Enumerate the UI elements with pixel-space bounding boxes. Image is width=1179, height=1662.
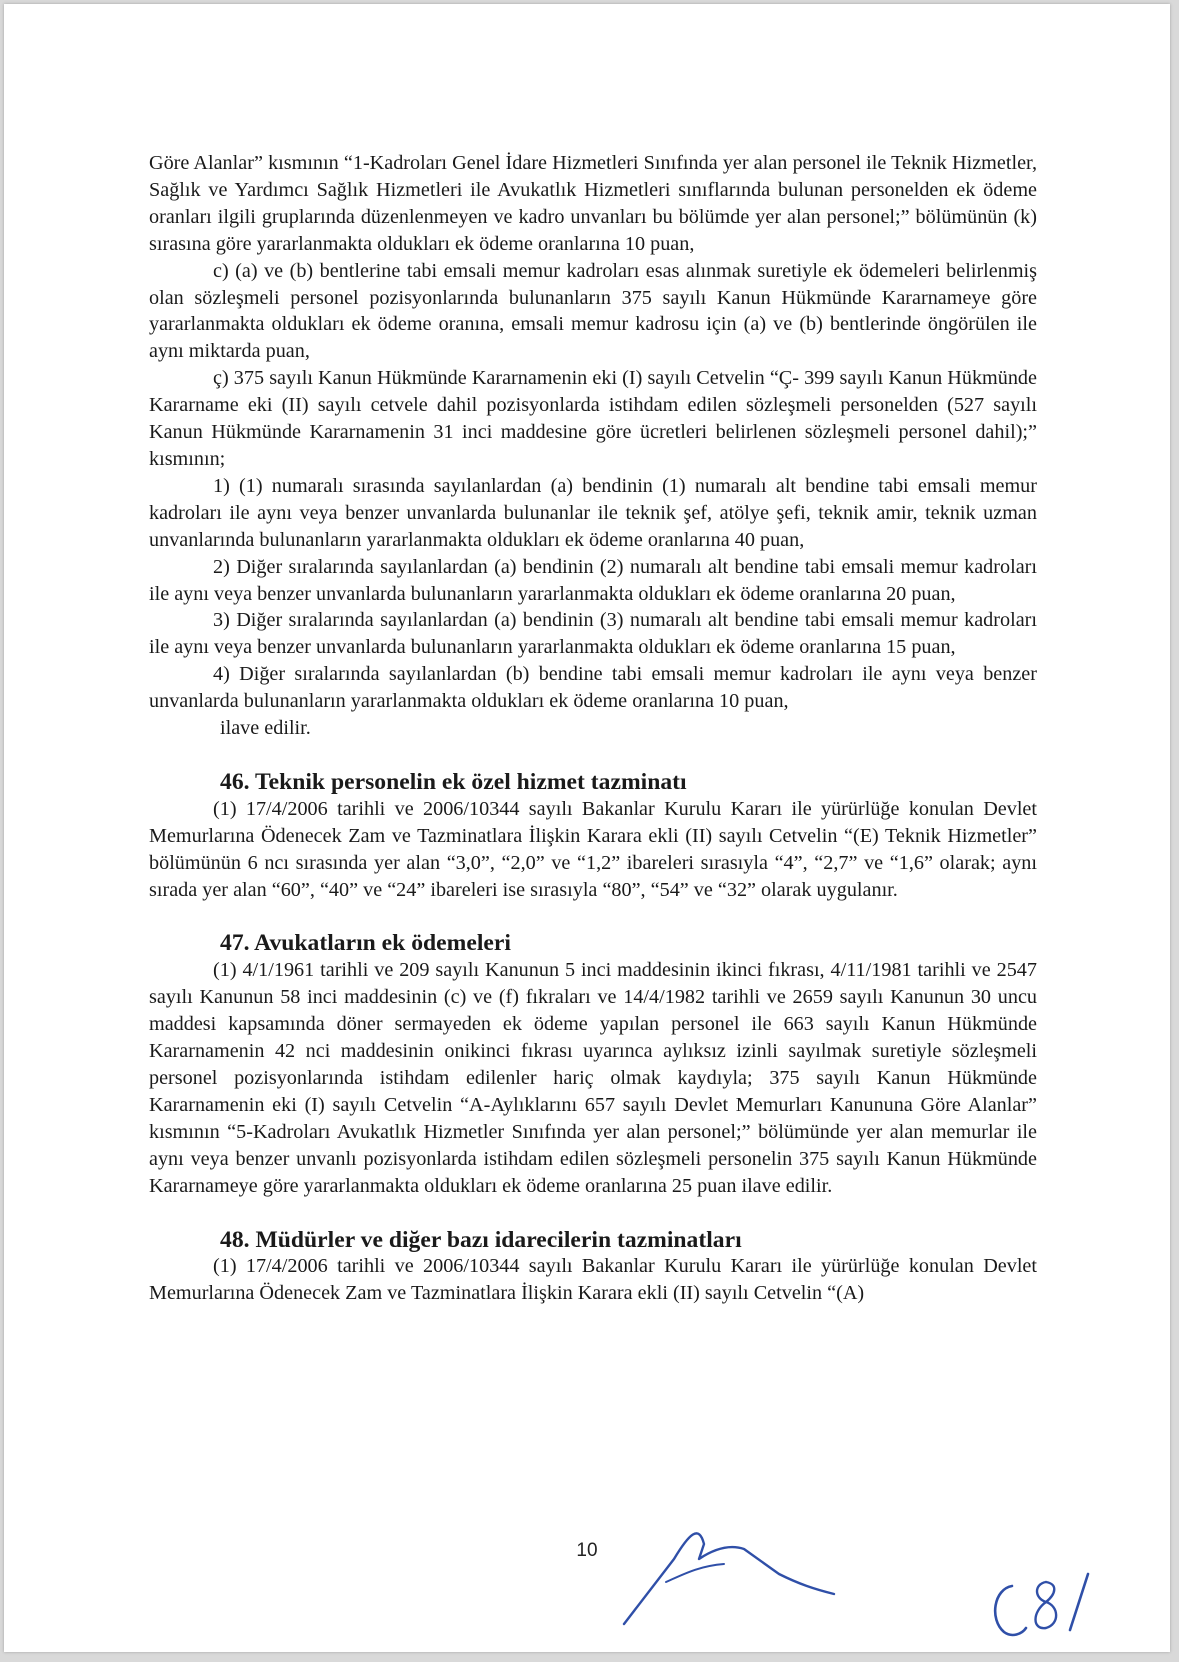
document-body xyxy=(149,150,1037,1307)
section-46-body: (1) 17/4/2006 tarihli ve 2006/10344 sayılı Bakanlar Kurulu Kararı ile yürürlüğe konulan Devlet Memurlarına Ödenecek Zam ve Tazminatlara İlişkin Karara ekli (II) sayılı Cetvelin “(E) Teknik Hizmetler” bölümünün 6 ncı sırasında yer alan “3,0”, “2,0” ve “1,2” ibareleri sırasıyla “4”, “2,7” ve “1,6” olarak; aynı sırada yer alan “60”, “40” ve “24” ibareleri ise sırasıyla “80”, “54” ve “32” olarak uygulanır. xyxy=(149,797,1037,901)
section-gap xyxy=(149,1200,1037,1227)
page-number: 10 xyxy=(576,1540,598,1561)
section-48-heading: 48. Müdürler ve diğer bazı idarecilerin tazminatları xyxy=(220,1226,742,1253)
handwritten-signature xyxy=(604,1504,864,1634)
paragraph-item-cc: ç) 375 sayılı Kanun Hükmünde Kararnamenin eki (I) sayılı Cetvelin “Ç- 399 sayılı Kanun Hükmünde Kararname eki (II) sayılı cetvele dahil pozisyonlarda istihdam edilen sözleşmeli personelden (527 sayılı Kanun Hükmünde Kararnamenin 31 inci maddesine göre ücretleri belirlenen sözleşmeli personel dahil);” kısmının; xyxy=(149,367,1037,470)
section-47-body: (1) 4/1/1961 tarihli ve 209 sayılı Kanunun 5 inci maddesinin ikinci fıkrası, 4/11/1981 tarihli ve 2547 sayılı Kanunun 58 inci maddesinin (c) ve (f) fıkraları ve 14/4/1982 tarihli ve 2659 sayılı Kanunun 30 uncu maddesi kapsamında döner sermayeden ek ödeme yapılan personel ile 663 sayılı Kanun Hükmünde Kararnamenin 42 nci maddesinin onikinci fıkrası uyarınca aylıksız izinli sayılmak suretiyle sözleşmeli personel pozisyonlarında istihdam edilenler hariç olmak kaydıyla; 375 sayılı Kanun Hükmünde Kararnamenin eki (I) sayılı Cetvelin “A-Aylıklarını 657 sayılı Devlet Memurları Kanununa Göre Alanlar” kısmının “5-Kadroları Avukatlık Hizmetler Sınıfında yer alan personel;” bölümünde yer alan memurlar ile aynı veya benzer unvanlı pozisyonlarda istihdam edilen sözleşmeli personelin 375 sayılı Kanun Hükmünde Kararnameye göre yararlanmakta oldukları ek ödeme oranlarına 25 puan ilave edilir. xyxy=(149,959,1037,1197)
section-gap xyxy=(149,742,1037,769)
section-46-heading: 46. Teknik personelin ek özel hizmet tazminatı xyxy=(220,768,687,795)
document-page xyxy=(4,4,1170,1652)
section-48-body: (1) 17/4/2006 tarihli ve 2006/10344 sayılı Bakanlar Kurulu Kararı ile yürürlüğe konulan Devlet Memurlarına Ödenecek Zam ve Tazminatlara İlişkin Karara ekli (II) sayılı Cetvelin “(A) xyxy=(149,1255,1037,1305)
paragraph-ilave-edilir: ilave edilir. xyxy=(220,717,311,740)
handwritten-initials xyxy=(984,1564,1104,1644)
section-gap xyxy=(149,903,1037,930)
paragraph-subitem-3: 3) Diğer sıralarında sayılanlardan (a) bendinin (3) numaralı alt bendine tabi emsali memur kadroları ile aynı veya benzer unvanlarda bulunanların yararlanmakta oldukları ek ödeme oranlarına 15 puan, xyxy=(149,609,1037,659)
paragraph-subitem-2: 2) Diğer sıralarında sayılanlardan (a) bendinin (2) numaralı alt bendine tabi emsali memur kadroları ile aynı veya benzer unvanlarda bulunanların yararlanmakta oldukları ek ödeme oranlarına 20 puan, xyxy=(149,555,1037,605)
paragraph-continuation: Göre Alanlar” kısmının “1-Kadroları Genel İdare Hizmetleri Sınıfında yer alan personel ile Teknik Hizmetler, Sağlık ve Yardımcı Sağlık Hizmetleri ile Avukatlık Hizmetleri sınıflarında bulunan personelden ek ödeme oranları ilgili gruplarında düzenlenmeyen ve kadro unvanları bu bölümde yer alan personel;” bölümünün (k) sırasına göre yararlanmakta oldukları ek ödeme oranlarına 10 puan, xyxy=(149,152,1037,255)
paragraph-item-c: c) (a) ve (b) bentlerine tabi emsali memur kadroları esas alınmak suretiyle ek ödemeleri belirlenmiş olan sözleşmeli personel pozisyonlarında bulunanların 375 sayılı Kanun Hükmünde Kararnameye göre yararlanmakta oldukları ek ödeme oranına, emsali memur kadrosu için (a) ve (b) bentlerinde öngörülen ile aynı miktarda puan, xyxy=(149,259,1037,363)
paragraph-subitem-4: 4) Diğer sıralarında sayılanlardan (b) bendine tabi emsali memur kadroları ile aynı veya benzer unvanlarda bulunanların yararlanmakta oldukları ek ödeme oranlarına 10 puan, xyxy=(149,663,1037,713)
section-47-heading: 47. Avukatların ek ödemeleri xyxy=(220,930,511,957)
paragraph-subitem-1: 1) (1) numaralı sırasında sayılanlardan (a) bendinin (1) numaralı alt bendine tabi emsali memur kadroları ile aynı veya benzer unvanlarda bulunanlar ile teknik şef, atölye şefi, teknik amir, teknik uzman unvanlarında bulunanların yararlanmakta oldukları ek ödeme oranlarına 40 puan, xyxy=(149,474,1037,551)
